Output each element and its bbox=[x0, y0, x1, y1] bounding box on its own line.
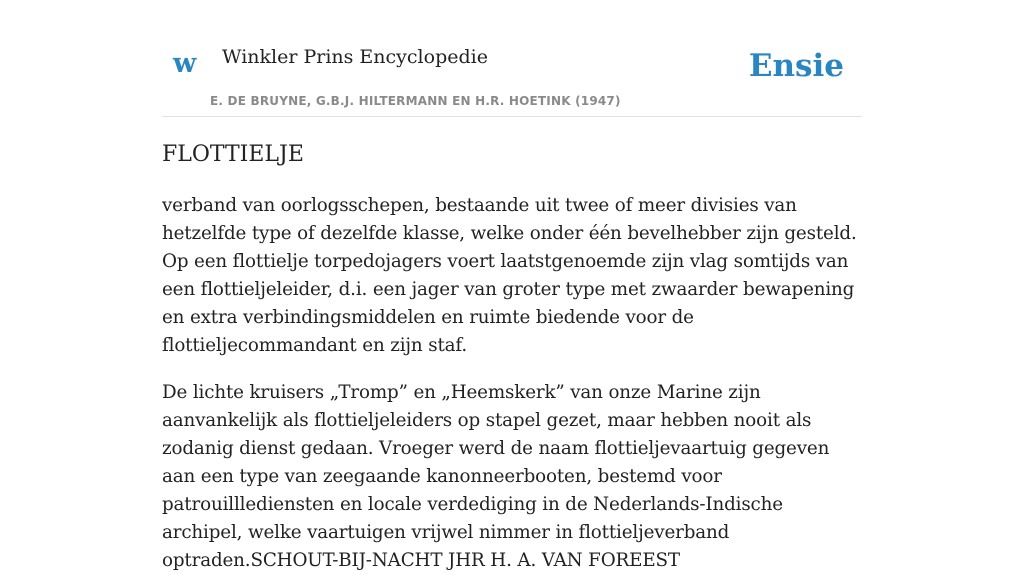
article bbox=[162, 140, 862, 575]
book-authors: E. DE BRUYNE, G.B.J. HILTERMANN EN H.R. HOETINK (1947) bbox=[210, 94, 621, 108]
article-paragraph-2: De lichte kruisers „Tromp” en „Heemskerk” van onze Marine zijn aanvankelijk als flottieljeleiders op stapel gezet, maar hebben nooit als zodanig dienst gedaan. Vroeger werd de naam flottieljevaartuig gegeven aan een type van zeegaande kanonneerbooten, bestemd voor patrouilllediensten en locale verdediging in de Nederlands-Indische archipel, welke vaartuigen vrijwel nimmer in flottieljeverband optraden.SCHOUT-BIJ-NACHT JHR H. A. VAN FOREEST bbox=[162, 382, 830, 571]
book-title[interactable]: Winkler Prins Encyclopedie bbox=[222, 46, 488, 68]
site-header bbox=[162, 0, 862, 117]
book-logo[interactable]: w bbox=[173, 48, 197, 79]
article-paragraph-1: verband van oorlogsschepen, bestaande uit twee of meer divisies van hetzelfde type of dezelfde klasse, welke onder één bevelhebber zijn gesteld. Op een flottielje torpedojagers voert laatstgenoemde zijn vlag somtijds van een flottieljeleider, d.i. een jager van groter type met zwaarder bewapening en extra verbindingsmiddelen en ruimte biedende voor de flottieljecommandant en zijn staf. bbox=[162, 195, 857, 356]
ensie-logo[interactable]: Ensie bbox=[748, 48, 844, 84]
article-title: FLOTTIELJE bbox=[162, 142, 304, 167]
